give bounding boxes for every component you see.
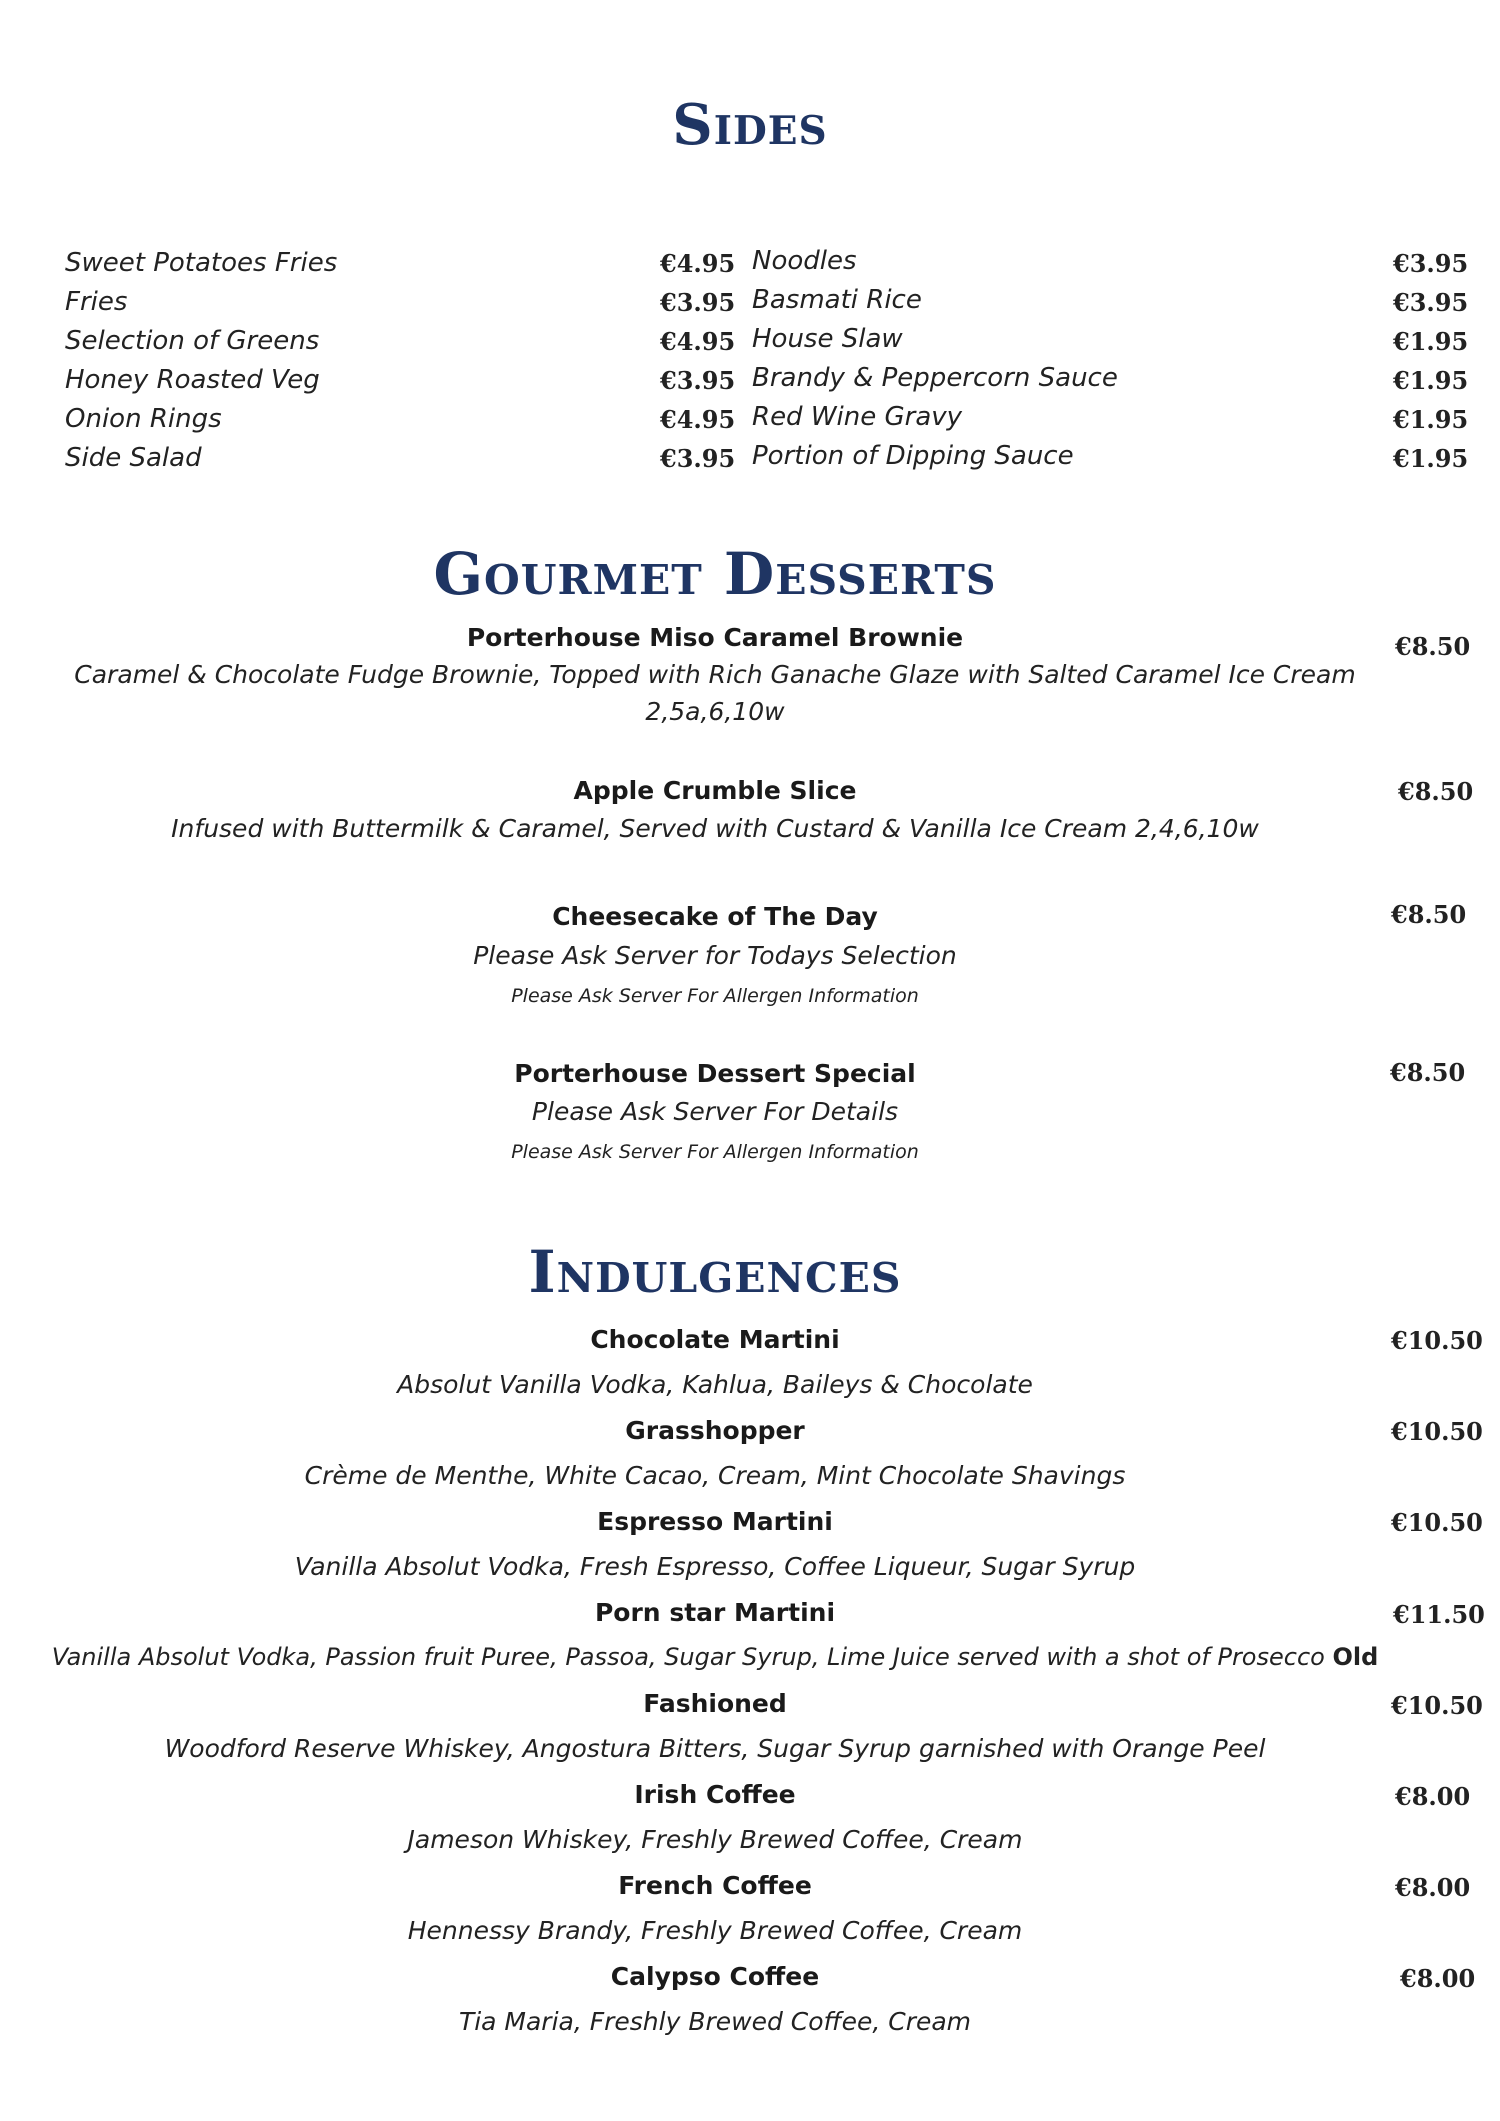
dessert-allergens: 2,5a,6,10w <box>645 697 785 726</box>
side-item-price: €3.95 <box>660 366 736 395</box>
side-item-name: Sweet Potatoes Fries <box>65 248 338 278</box>
indulgence-price: €10.50 <box>1391 1508 1483 1537</box>
side-item-price: €4.95 <box>660 327 736 356</box>
side-item-name: Basmati Rice <box>752 285 922 315</box>
dessert-price: €8.50 <box>1391 900 1467 929</box>
side-item-price: €4.95 <box>660 249 736 278</box>
side-item-name: House Slaw <box>752 324 903 354</box>
indulgence-price: €8.00 <box>1400 1964 1476 1993</box>
indulgence-name: Fashioned <box>643 1689 787 1718</box>
dessert-name: Cheesecake of The Day <box>552 902 878 931</box>
indulgence-description-tail: Old <box>1332 1643 1379 1671</box>
indulgence-name: Porn star Martini <box>594 1598 836 1627</box>
indulgence-name: Calypso Coffee <box>610 1962 820 1991</box>
side-item-price: €1.95 <box>1393 405 1469 434</box>
indulgence-description: Tia Maria, Freshly Brewed Coffee, Cream <box>458 2007 972 2036</box>
dessert-description: Infused with Buttermilk & Caramel, Served with Custard & Vanilla Ice Cream 2,4,6,10w <box>171 814 1259 843</box>
dessert-description: Please Ask Server For Details <box>531 1097 899 1126</box>
indulgence-name: Espresso Martini <box>597 1507 833 1536</box>
dessert-name: Porterhouse Miso Caramel Brownie <box>466 623 964 652</box>
side-item-name: Noodles <box>752 246 857 276</box>
side-item-name: Portion of Dipping Sauce <box>752 441 1074 471</box>
side-item-name: Selection of Greens <box>65 326 320 356</box>
indulgence-description <box>0 1643 1430 1671</box>
side-item-name: Side Salad <box>65 443 202 473</box>
indulgence-name: Irish Coffee <box>634 1780 796 1809</box>
indulgence-name: Grasshopper <box>625 1416 805 1445</box>
side-item-price: €4.95 <box>660 405 736 434</box>
indulgence-name: French Coffee <box>618 1871 812 1900</box>
side-item-price: €3.95 <box>660 444 736 473</box>
side-item-price: €3.95 <box>1393 288 1469 317</box>
side-item-price: €3.95 <box>1393 249 1469 278</box>
dessert-name: Porterhouse Dessert Special <box>514 1059 916 1088</box>
indulgence-description: Jameson Whiskey, Freshly Brewed Coffee, Cream <box>407 1825 1023 1854</box>
side-item-price: €1.95 <box>1393 366 1469 395</box>
side-item-price: €1.95 <box>1393 444 1469 473</box>
desserts-heading: Gourmet Desserts <box>433 540 997 608</box>
indulgences-heading: Indulgences <box>528 1238 902 1306</box>
dessert-description: Please Ask Server for Todays Selection <box>473 941 957 970</box>
dessert-price: €8.50 <box>1395 632 1471 661</box>
indulgence-description: Crème de Menthe, White Cacao, Cream, Mint Chocolate Shavings <box>304 1461 1126 1490</box>
indulgence-description: Vanilla Absolut Vodka, Fresh Espresso, Coffee Liqueur, Sugar Syrup <box>294 1552 1136 1581</box>
dessert-price: €8.50 <box>1390 1058 1466 1087</box>
indulgence-description-text: Vanilla Absolut Vodka, Passion fruit Puree, Passoa, Sugar Syrup, Lime Juice served with a shot of Prosecco <box>51 1643 1325 1671</box>
allergen-note: Please Ask Server For Allergen Information <box>511 1141 919 1163</box>
indulgence-description: Absolut Vanilla Vodka, Kahlua, Baileys & Chocolate <box>397 1370 1033 1399</box>
allergen-note: Please Ask Server For Allergen Information <box>511 985 919 1007</box>
indulgence-price: €8.00 <box>1395 1782 1471 1811</box>
side-item-name: Onion Rings <box>65 404 222 434</box>
sides-heading: Sides <box>672 92 828 158</box>
indulgence-price: €11.50 <box>1393 1600 1485 1629</box>
indulgence-price: €8.00 <box>1395 1873 1471 1902</box>
side-item-name: Brandy & Peppercorn Sauce <box>752 363 1118 393</box>
indulgence-name: Chocolate Martini <box>590 1325 840 1354</box>
side-item-price: €1.95 <box>1393 327 1469 356</box>
indulgence-price: €10.50 <box>1391 1691 1483 1720</box>
dessert-description: Caramel & Chocolate Fudge Brownie, Topped with Rich Ganache Glaze with Salted Caramel Ice Cream <box>74 660 1356 689</box>
side-item-name: Red Wine Gravy <box>752 402 963 432</box>
indulgence-price: €10.50 <box>1391 1417 1483 1446</box>
dessert-name: Apple Crumble Slice <box>573 776 857 805</box>
side-item-name: Honey Roasted Veg <box>65 365 320 395</box>
indulgence-description: Woodford Reserve Whiskey, Angostura Bitters, Sugar Syrup garnished with Orange Peel <box>164 1734 1266 1763</box>
side-item-price: €3.95 <box>660 288 736 317</box>
side-item-name: Fries <box>65 287 128 317</box>
indulgence-price: €10.50 <box>1391 1326 1483 1355</box>
dessert-price: €8.50 <box>1398 777 1474 806</box>
indulgence-description: Hennessy Brandy, Freshly Brewed Coffee, Cream <box>407 1916 1023 1945</box>
